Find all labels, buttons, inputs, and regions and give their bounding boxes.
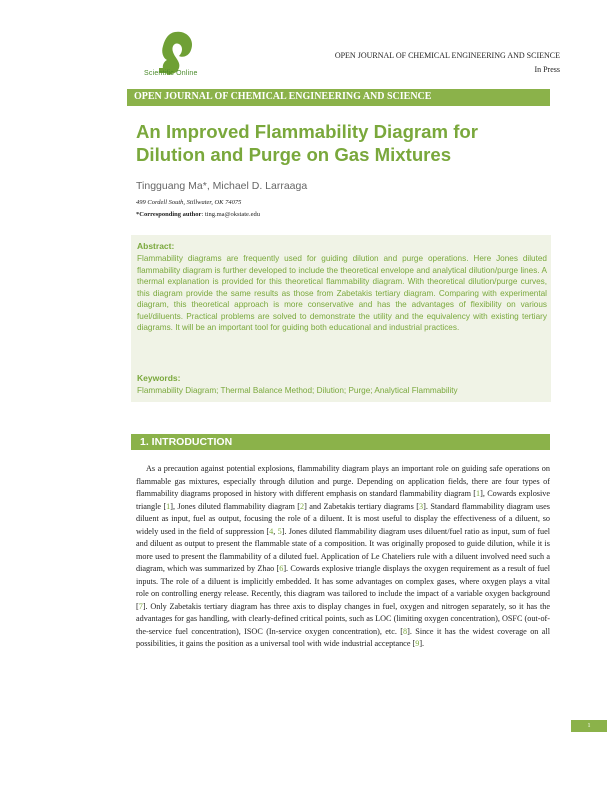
section-heading-bar bbox=[131, 434, 550, 450]
text-run: ]. bbox=[419, 639, 425, 648]
introduction-body bbox=[136, 463, 550, 651]
journal-name-header: OPEN JOURNAL OF CHEMICAL ENGINEERING AND SCIENCE bbox=[334, 51, 560, 60]
abstract-text: Flammability diagrams are frequently used for guiding dilution and purge operations. Here Jones diluted flammability diagram is further developed to include the theoretical envelope and analytical dilution/purge lines. A thermal explanation is provided for this theoretical flammability diagram. With theoretical dilution/purge curves, this diagram provide the same results as those from Zabetakis tertiary diagram. Comparing with experimental diagram, this theoretical approach is more conservative and has the advantages of flexibility on various fuel/diluents. Practical problems are solved to demonstrate the utility and the equivalency with existing tertiary diagrams. It will be an important tool for guiding both educational and industrial practices. bbox=[137, 254, 547, 332]
corresponding-label: *Corresponding author bbox=[136, 211, 202, 218]
article-title: An Improved Flammability Diagram for Dilution and Purge on Gas Mixtures bbox=[136, 121, 478, 165]
text-run: As a precaution against potential explosions, flammability diagram plays an important role on guiding safe operations on flammable gas mixtures, especially through dilution and purge. Depending on application fields, there are four types of flammability diagrams proposed in history with different emphasis on standard flammability diagram [ bbox=[136, 464, 550, 498]
text-run: ]. Standard flammability diagram uses diluent as input, fuel as output, focusing the role of a diluent. It is most useful to display the effectiveness of a diluent, so widely used in the field of suppression [ bbox=[136, 501, 550, 536]
citation-link[interactable]: 5 bbox=[277, 526, 282, 536]
citation-link[interactable]: 4 bbox=[269, 526, 274, 536]
journal-banner-text: OPEN JOURNAL OF CHEMICAL ENGINEERING AND SCIENCE bbox=[134, 91, 432, 102]
corresponding-author bbox=[136, 211, 260, 218]
publication-status: In Press bbox=[534, 65, 560, 74]
logo-wordmark: Scientific Online bbox=[144, 70, 198, 77]
keywords-heading: Keywords: bbox=[137, 373, 181, 383]
corresponding-email: : ting.ma@okstate.edu bbox=[201, 211, 260, 218]
author-list: Tingguang Ma*, Michael D. Larraaga bbox=[136, 180, 308, 192]
text-run: ], Cowards explosive triangle [ bbox=[136, 489, 550, 511]
text-run: ]. Since it has the widest coverage on all possibilities, it gains the position as a universal tool with wide industrial acceptance [ bbox=[136, 626, 550, 648]
text-run: ], Jones diluted flammability diagram [ bbox=[170, 501, 300, 511]
text-run: ]. Jones diluted flammability diagram uses diluent/fuel ratio as input, sum of fuel and diluent as output to present the flammable state of a composition. It was originally proposed to guide dilution, while it is more used to present the flammability of a diluted fuel. Application of Le Chateliers rule with a diluent involved need such a diagram, which was summarized by Zhao [ bbox=[136, 526, 551, 573]
citation-link[interactable]: 8 bbox=[403, 626, 408, 636]
citation-link[interactable]: 1 bbox=[476, 489, 481, 498]
page-number: 1 bbox=[571, 720, 607, 732]
citation-link[interactable]: 7 bbox=[138, 601, 143, 611]
text-run: , bbox=[273, 526, 278, 536]
abstract-box bbox=[131, 235, 551, 402]
introduction-paragraph bbox=[136, 463, 550, 651]
journal-banner bbox=[127, 89, 550, 106]
keywords-text: Flammability Diagram; Thermal Balance Method; Dilution; Purge; Analytical Flammability bbox=[137, 386, 458, 395]
citation-link[interactable]: 2 bbox=[300, 501, 305, 511]
text-run: ]. Only Zabetakis tertiary diagram has three axis to display changes in fuel, oxygen and nitrogen separately, so it has the advantages for gas handling, with clearly-defined critical points, such as LOC (limiting oxygen concentration), OSFC (out-of-the-service fuel concentration), ISOC (In-service oxygen concentration), etc. [ bbox=[136, 601, 550, 636]
abstract-heading: Abstract: bbox=[137, 241, 175, 251]
citation-link[interactable]: 3 bbox=[419, 501, 424, 511]
text-run: ]. Cowards explosive triangle displays the oxygen requirement as a result of fuel inputs. The role of a diluent is implicitly embedded. It has some advantages on complex gases, where oxygen plays a vital role on controlling energy release. Recently, this diagram was tailored to include the impact of a variable oxygen background [ bbox=[136, 564, 550, 611]
section-heading: 1. INTRODUCTION bbox=[140, 436, 233, 448]
author-address: 499 Cordell South, Stillwater, OK 74075 bbox=[136, 199, 242, 206]
citation-link[interactable]: 1 bbox=[166, 501, 171, 511]
citation-link[interactable]: 9 bbox=[415, 639, 420, 648]
text-run: ] and Zabetakis tertiary diagrams [ bbox=[304, 501, 420, 511]
citation-link[interactable]: 6 bbox=[279, 564, 284, 573]
